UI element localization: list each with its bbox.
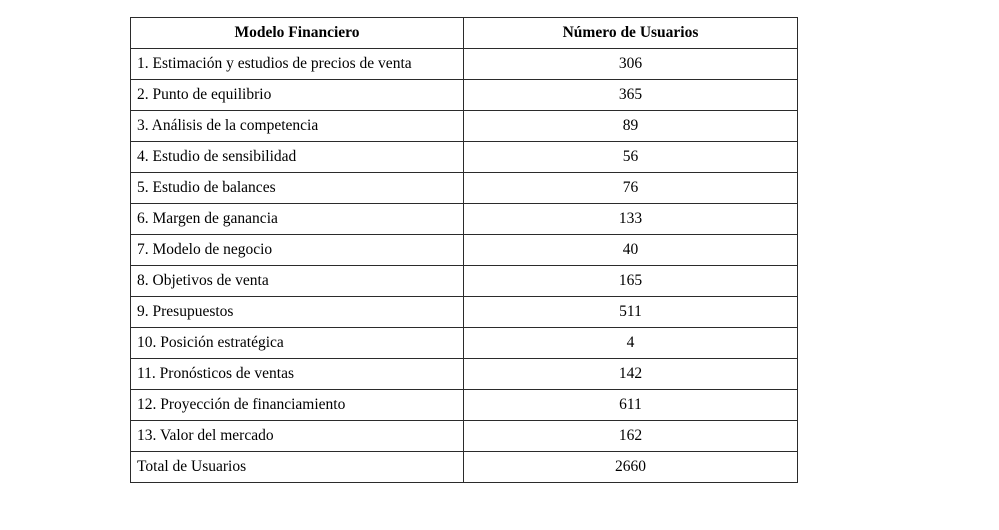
row-label: 10. Posición estratégica — [131, 328, 464, 359]
table-row — [131, 173, 798, 204]
table-header-row — [131, 18, 798, 49]
row-value: 56 — [464, 142, 798, 173]
row-value: 165 — [464, 266, 798, 297]
row-value: 511 — [464, 297, 798, 328]
table-row — [131, 297, 798, 328]
table-row — [131, 142, 798, 173]
row-label: 3. Análisis de la competencia — [131, 111, 464, 142]
total-label: Total de Usuarios — [131, 452, 464, 483]
table-row — [131, 328, 798, 359]
total-value: 2660 — [464, 452, 798, 483]
row-label: 1. Estimación y estudios de precios de venta — [131, 49, 464, 80]
row-value: 76 — [464, 173, 798, 204]
row-value: 611 — [464, 390, 798, 421]
table-row — [131, 390, 798, 421]
table-row — [131, 111, 798, 142]
row-value: 4 — [464, 328, 798, 359]
row-value: 162 — [464, 421, 798, 452]
table-row — [131, 421, 798, 452]
row-label: 9. Presupuestos — [131, 297, 464, 328]
row-label: 2. Punto de equilibrio — [131, 80, 464, 111]
row-label: 7. Modelo de negocio — [131, 235, 464, 266]
row-label: 11. Pronósticos de ventas — [131, 359, 464, 390]
table-row — [131, 266, 798, 297]
header-financial-model: Modelo Financiero — [131, 18, 464, 49]
table-row — [131, 204, 798, 235]
header-user-count: Número de Usuarios — [464, 18, 798, 49]
row-label: 4. Estudio de sensibilidad — [131, 142, 464, 173]
row-label: 6. Margen de ganancia — [131, 204, 464, 235]
row-label: 13. Valor del mercado — [131, 421, 464, 452]
total-row — [131, 452, 798, 483]
row-label: 12. Proyección de financiamiento — [131, 390, 464, 421]
table-row — [131, 359, 798, 390]
row-value: 365 — [464, 80, 798, 111]
row-value: 40 — [464, 235, 798, 266]
row-label: 5. Estudio de balances — [131, 173, 464, 204]
table-row — [131, 235, 798, 266]
table-row — [131, 49, 798, 80]
row-value: 133 — [464, 204, 798, 235]
row-value: 142 — [464, 359, 798, 390]
row-label: 8. Objetivos de venta — [131, 266, 464, 297]
table-row — [131, 80, 798, 111]
row-value: 306 — [464, 49, 798, 80]
financial-models-table — [130, 17, 798, 483]
row-value: 89 — [464, 111, 798, 142]
